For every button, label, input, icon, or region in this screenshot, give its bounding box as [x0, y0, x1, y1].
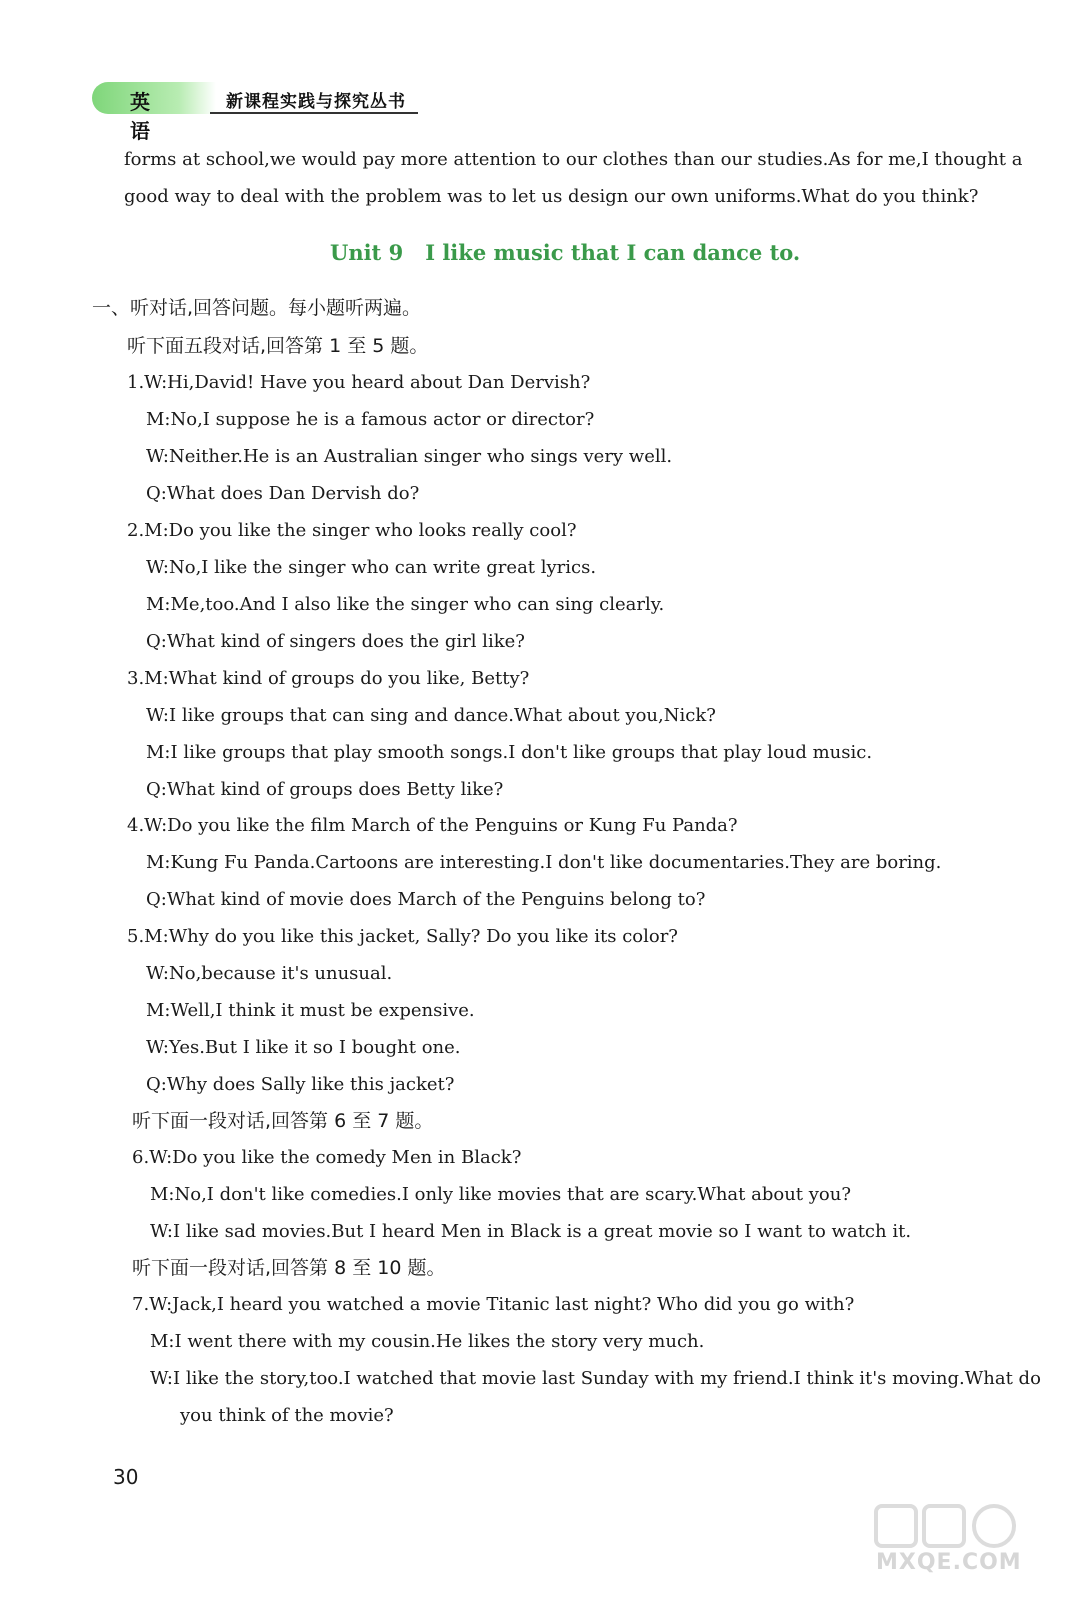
subject-tab — [92, 82, 216, 114]
unit-title — [330, 240, 800, 265]
subject-label: 英语 — [130, 90, 152, 143]
watermark-logo — [872, 1500, 1022, 1580]
dialogue-line: 1.W:Hi,David! Have you heard about Dan Dervish? — [127, 372, 591, 393]
dialogue-line: M:I like groups that play smooth songs.I don't like groups that play loud music. — [146, 742, 873, 763]
question-line: Q:What kind of movie does March of the Penguins belong to? — [146, 889, 706, 910]
dialogue-line: M:Me,too.And I also like the singer who can sing clearly. — [146, 594, 665, 615]
dialogue-line: M:Kung Fu Panda.Cartoons are interesting.I don't like documentaries.They are boring. — [146, 852, 942, 873]
instruction-line: 听下面一段对话,回答第 8 至 10 题。 — [132, 1257, 446, 1279]
instruction-line: 听下面一段对话,回答第 6 至 7 题。 — [132, 1110, 434, 1132]
series-title: 新课程实践与探究丛书 — [226, 92, 406, 112]
dialogue-line: M:No,I don't like comedies.I only like movies that are scary.What about you? — [150, 1184, 852, 1205]
header-underline — [210, 112, 418, 114]
dialogue-line: M:Well,I think it must be expensive. — [146, 1000, 475, 1021]
dialogue-line: W:I like sad movies.But I heard Men in Black is a great movie so I want to watch it. — [150, 1221, 912, 1242]
section-heading: 一、听对话,回答问题。每小题听两遍。 — [92, 297, 422, 319]
dialogue-line: you think of the movie? — [180, 1405, 394, 1426]
dialogue-line: 5.M:Why do you like this jacket, Sally? Do you like its color? — [127, 926, 678, 947]
dialogue-line: 6.W:Do you like the comedy Men in Black? — [132, 1147, 522, 1168]
unit-number: Unit 9 — [330, 240, 404, 265]
dialogue-line: W:Neither.He is an Australian singer who sings very well. — [146, 446, 673, 467]
dialogue-line: W:No,I like the singer who can write great lyrics. — [146, 557, 597, 578]
dialogue-line: W:Yes.But I like it so I bought one. — [146, 1037, 461, 1058]
intro-line: forms at school,we would pay more attention to our clothes than our studies.As for me,I thought a — [124, 149, 1023, 170]
dialogue-line: 4.W:Do you like the film March of the Penguins or Kung Fu Panda? — [127, 815, 738, 836]
unit-heading: I like music that I can dance to. — [425, 240, 801, 265]
dialogue-line: W:I like the story,too.I watched that movie last Sunday with my friend.I think it's moving.What do — [150, 1368, 1041, 1389]
intro-line: good way to deal with the problem was to let us design our own uniforms.What do you think? — [124, 186, 979, 207]
dialogue-line: W:I like groups that can sing and dance.What about you,Nick? — [146, 705, 716, 726]
watermark-text: MXQE.COM — [876, 1550, 1022, 1575]
dialogue-line: M:No,I suppose he is a famous actor or director? — [146, 409, 595, 430]
dialogue-line: 7.W:Jack,I heard you watched a movie Titanic last night? Who did you go with? — [132, 1294, 855, 1315]
page-number: 30 — [113, 1465, 139, 1489]
dialogue-line: 2.M:Do you like the singer who looks really cool? — [127, 520, 577, 541]
dialogue-line: 3.M:What kind of groups do you like, Betty? — [127, 668, 530, 689]
question-line: Q:What does Dan Dervish do? — [146, 483, 420, 504]
question-line: Q:What kind of groups does Betty like? — [146, 779, 504, 800]
dialogue-line: W:No,because it's unusual. — [146, 963, 393, 984]
question-line: Q:What kind of singers does the girl like? — [146, 631, 525, 652]
instruction-line: 听下面五段对话,回答第 1 至 5 题。 — [127, 335, 429, 357]
question-line: Q:Why does Sally like this jacket? — [146, 1074, 455, 1095]
dialogue-line: M:I went there with my cousin.He likes the story very much. — [150, 1331, 705, 1352]
watermark-icon — [872, 1500, 1022, 1552]
